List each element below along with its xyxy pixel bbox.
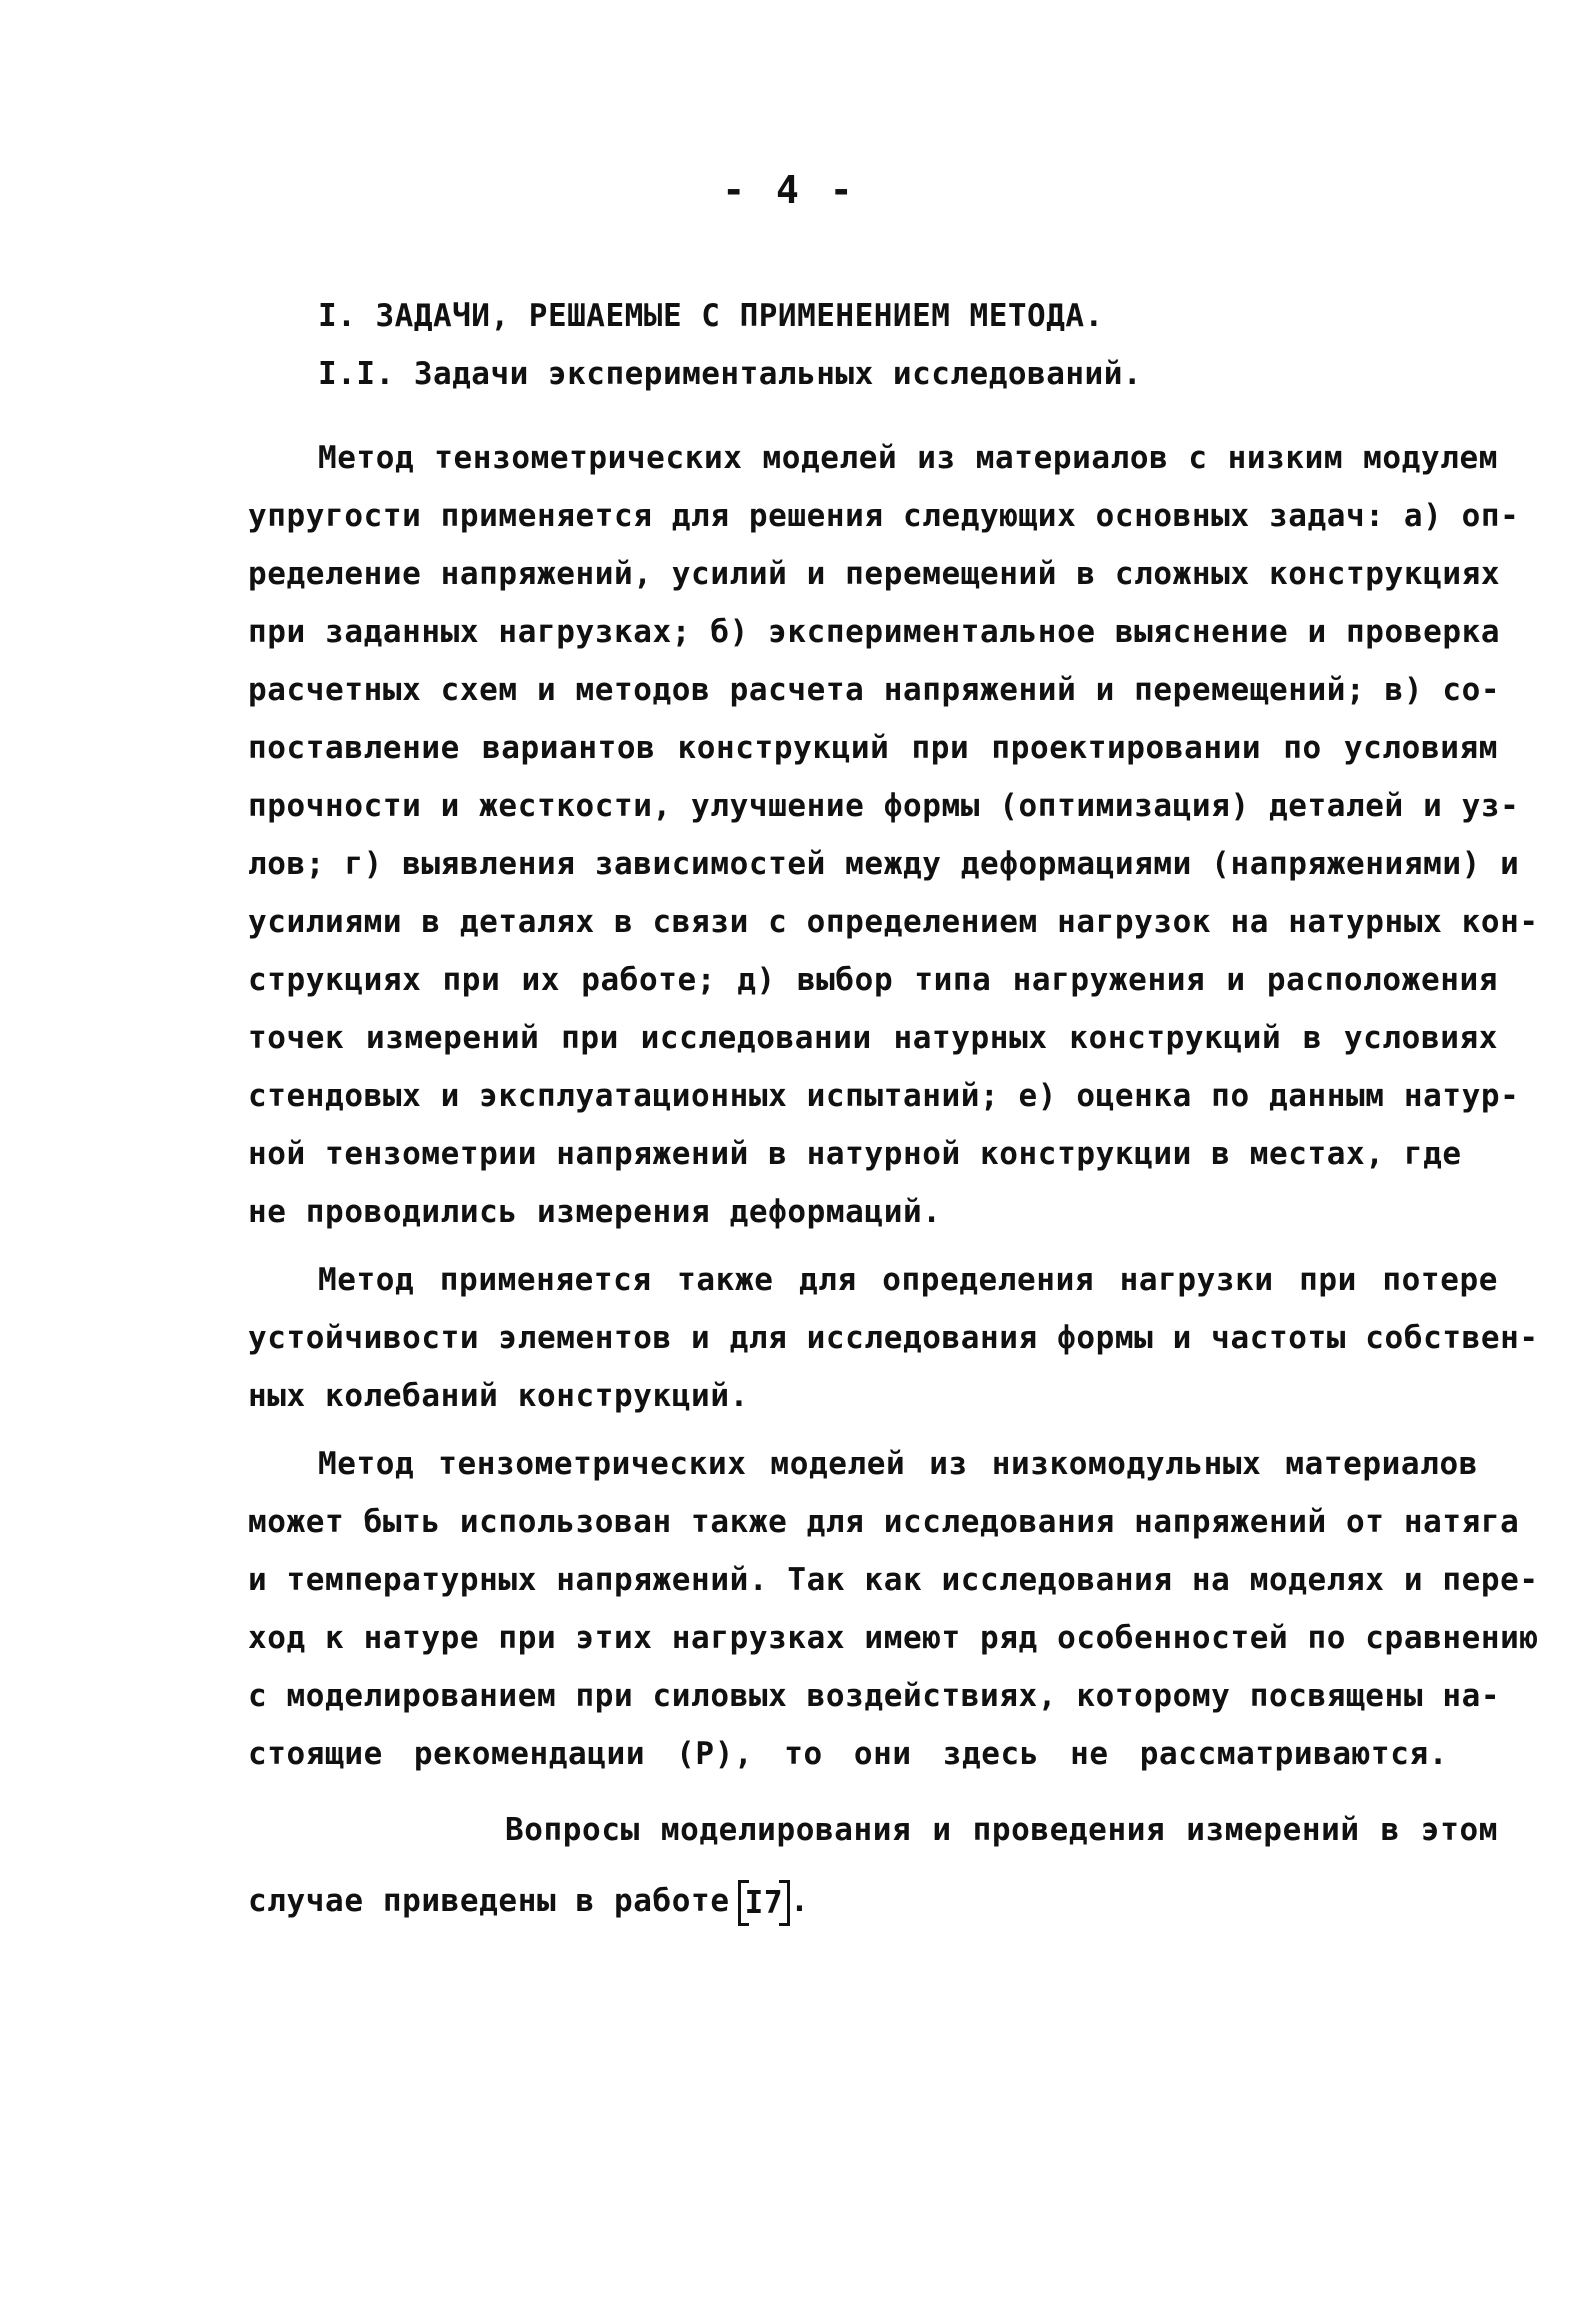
text-line: может быть использован также для исследования напряжений от натяга xyxy=(248,1504,1520,1540)
text-line: устойчивости элементов и для исследования формы и частоты собствен- xyxy=(248,1320,1539,1356)
text-line: Метод применяется также для определения нагрузки при потере xyxy=(318,1262,1498,1298)
text-line: усилиями в деталях в связи с определением нагрузок на натурных кон- xyxy=(248,904,1539,940)
sentence-end: . xyxy=(790,1883,810,1919)
text-line: упругости применяется для решения следующих основных задач: а) оп- xyxy=(248,498,1520,534)
subsection-heading: I.I. Задачи экспериментальных исследований. xyxy=(318,356,1143,392)
text-line: стендовых и эксплуатационных испытаний; е) оценка по данным натур- xyxy=(248,1078,1520,1114)
text-line: с моделированием при силовых воздействиях, которому посвящены на- xyxy=(248,1678,1501,1714)
text-line: при заданных нагрузках; б) экспериментальное выяснение и проверка xyxy=(248,614,1501,650)
text-line: не проводились измерения деформаций. xyxy=(248,1194,942,1230)
text-line: ход к натуре при этих нагрузках имеют ряд особенностей по сравнению xyxy=(248,1620,1539,1656)
text-line-with-reference xyxy=(248,1878,809,1924)
text-line: Вопросы моделирования и проведения измерений в этом xyxy=(505,1812,1498,1848)
text-line: и температурных напряжений. Так как исследования на моделях и пере- xyxy=(248,1562,1539,1598)
text-line: лов; г) выявления зависимостей между деформациями (напряжениями) и xyxy=(248,846,1520,882)
text-line: Метод тензометрических моделей из материалов с низким модулем xyxy=(318,440,1498,476)
text-line: прочности и жесткости, улучшение формы (оптимизация) деталей и уз- xyxy=(248,788,1520,824)
text-line: ной тензометрии напряжений в натурной конструкции в местах, где xyxy=(248,1136,1462,1172)
text-line: Метод тензометрических моделей из низкомодульных материалов xyxy=(318,1446,1478,1482)
text-fragment: случае приведены в работе xyxy=(248,1883,730,1919)
text-line: расчетных схем и методов расчета напряжений и перемещений; в) со- xyxy=(248,672,1501,708)
text-line: ределение напряжений, усилий и перемещений в сложных конструкциях xyxy=(248,556,1501,592)
text-line: стоящие рекомендации (Р), то они здесь не рассматриваются. xyxy=(248,1736,1448,1772)
text-line: струкциях при их работе; д) выбор типа нагружения и расположения xyxy=(248,962,1498,998)
bibliography-reference: I7 xyxy=(738,1880,791,1926)
text-line: ных колебаний конструкций. xyxy=(248,1378,749,1414)
section-heading: I. ЗАДАЧИ, РЕШАЕМЫЕ С ПРИМЕНЕНИЕМ МЕТОДА. xyxy=(318,298,1104,334)
page-number: - 4 - xyxy=(722,168,857,212)
text-line: точек измерений при исследовании натурных конструкций в условиях xyxy=(248,1020,1498,1056)
text-line: поставление вариантов конструкций при проектировании по условиям xyxy=(248,730,1498,766)
